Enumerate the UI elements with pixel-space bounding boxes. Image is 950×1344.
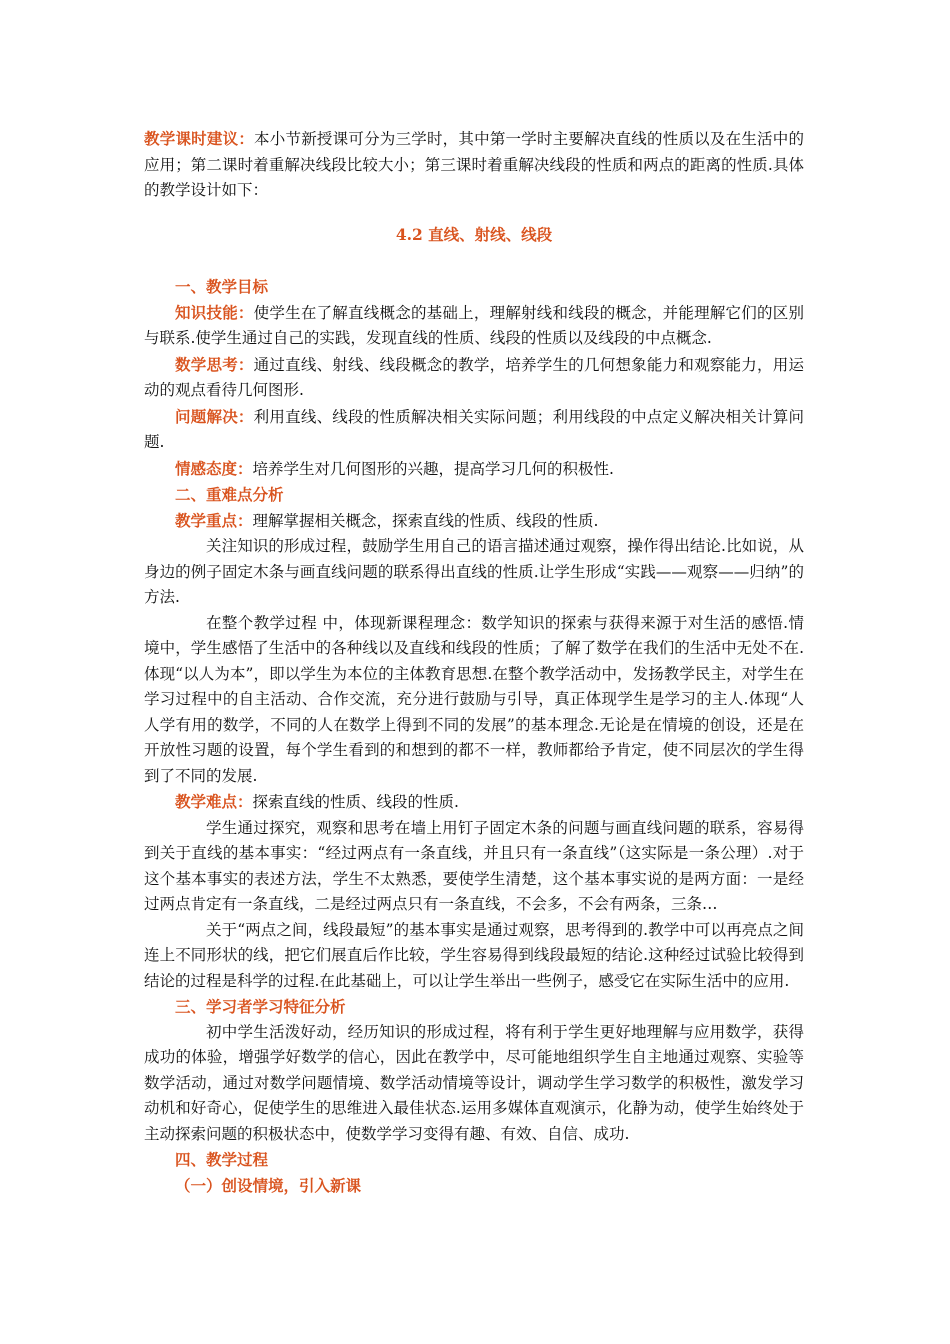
heading-teaching-goals: 一、教学目标 bbox=[175, 277, 269, 296]
subheading-scenario: （一）创设情境，引入新课 bbox=[175, 1175, 362, 1195]
difficulty-label: 教学难点： bbox=[175, 792, 253, 811]
intro-text: 本小节新授课可分为三学时，其中第一学时主要解决直线的性质以及在生活中的应用；第二课时着重解决线段比较大小；第三课时着重解决线段的性质和两点的距离的性质.具体的教学设计如下： bbox=[144, 130, 804, 199]
goal-attitude-label: 情感态度： bbox=[175, 458, 253, 478]
goal-knowledge-text: 使学生在了解直线概念的基础上，理解射线和线段的概念，并能理解它们的区别与联系.使学生通过自己的实践，发现直线的性质、线段的性质以及线段的中点概念. bbox=[144, 303, 804, 347]
goal-thinking-text: 通过直线、射线、线段概念的教学，培养学生的几何想象能力和观察能力，用运动的观点看待几何图形. bbox=[144, 355, 804, 399]
focus-paragraph-2: 在整个教学过程 中，体现新课程理念：数学知识的探索与获得来源于对生活的感悟.情境中，学生感悟了生活中的各种线以及直线和线段的性质；了解了数学在我们的生活中无处不在.体现“以人为本”，即以学生为本位的主体教育思想.在整个教学活动中，发扬教学民主，对学生在学习过程中的自主活动、合作交流，充分进行鼓励与引导，真正体现学生是学习的主人.体现“人人学有用的数学，不同的人在数学上得到不同的发展”的基本理念.无论是在情境的创设，还是在开放性习题的设置，每个学生看到的和想到的都不一样，教师都给予肯定，使不同层次的学生得到了不同的发展. bbox=[144, 613, 804, 785]
section-title: 4.2 直线、射线、线段 bbox=[395, 224, 553, 244]
heading-learners: 三、学习者学习特征分析 bbox=[175, 997, 346, 1016]
intro-paragraph bbox=[144, 126, 804, 204]
goal-problem-text: 利用直线、线段的性质解决相关实际问题；利用线段的中点定义解决相关计算问题. bbox=[144, 407, 804, 451]
focus-text: 理解掌握相关概念，探索直线的性质、线段的性质. bbox=[252, 511, 599, 530]
difficulty-line bbox=[144, 789, 804, 816]
heading-analysis: 二、重难点分析 bbox=[175, 485, 284, 504]
document-body bbox=[144, 126, 804, 1198]
goal-problem bbox=[144, 404, 804, 456]
goal-attitude-text: 培养学生对几何图形的兴趣，提高学习几何的积极性. bbox=[252, 459, 614, 478]
goal-knowledge-label: 知识技能： bbox=[175, 302, 254, 322]
goal-problem-label: 问题解决： bbox=[175, 406, 254, 426]
focus-line bbox=[144, 508, 804, 535]
goal-knowledge bbox=[144, 300, 804, 352]
difficulty-text: 探索直线的性质、线段的性质. bbox=[252, 793, 459, 811]
focus-paragraph-1: 关注知识的形成过程，鼓励学生用自己的语言描述通过观察，操作得出结论.比如说，从身边的例子固定木条与画直线问题的联系得出直线的性质.让学生形成“实践——观察——归纳”的方法. bbox=[144, 537, 804, 606]
goal-thinking bbox=[144, 352, 804, 404]
goal-thinking-label: 数学思考： bbox=[175, 354, 254, 374]
goal-attitude bbox=[144, 456, 804, 483]
difficulty-paragraph-1: 学生通过探究，观察和思考在墙上用钉子固定木条的问题与画直线问题的联系，容易得到关于直线的基本事实：“经过两点有一条直线，并且只有一条直线”（这实际是一条公理）.对于这个基本事实的表述方法，学生不太熟悉，要使学生清楚，这个基本事实说的是两方面：一是经过两点肯定有一条直线，二是经过两点只有一条直线，不会多，不会有两条，三条… bbox=[144, 818, 804, 913]
difficulty-paragraph-2: 关于“两点之间，线段最短”的基本事实是通过观察，思考得到的.教学中可以再亮点之间连上不同形状的线，把它们展直后作比较，学生容易得到线段最短的结论.这种经过试验比较得到结论的过程是科学的过程.在此基础上，可以让学生举出一些例子，感受它在实际生活中的应用. bbox=[144, 920, 804, 990]
learners-paragraph: 初中学生活泼好动，经历知识的形成过程，将有利于学生更好地理解与应用数学，获得成功的体验，增强学好数学的信心，因此在教学中，尽可能地组织学生自主地通过观察、实验等数学活动，通过对数学问题情境、数学活动情境等设计，调动学生学习数学的积极性，激发学习动机和好奇心，促使学生的思维进入最佳状态.运用多媒体直观演示，化静为动，使学生始终处于主动探索问题的积极状态中，使数学学习变得有趣、有效、自信、成功. bbox=[144, 1022, 804, 1143]
focus-label: 教学重点： bbox=[175, 510, 253, 530]
intro-label: 教学课时建议： bbox=[144, 129, 255, 148]
heading-process: 四、教学过程 bbox=[175, 1150, 269, 1169]
